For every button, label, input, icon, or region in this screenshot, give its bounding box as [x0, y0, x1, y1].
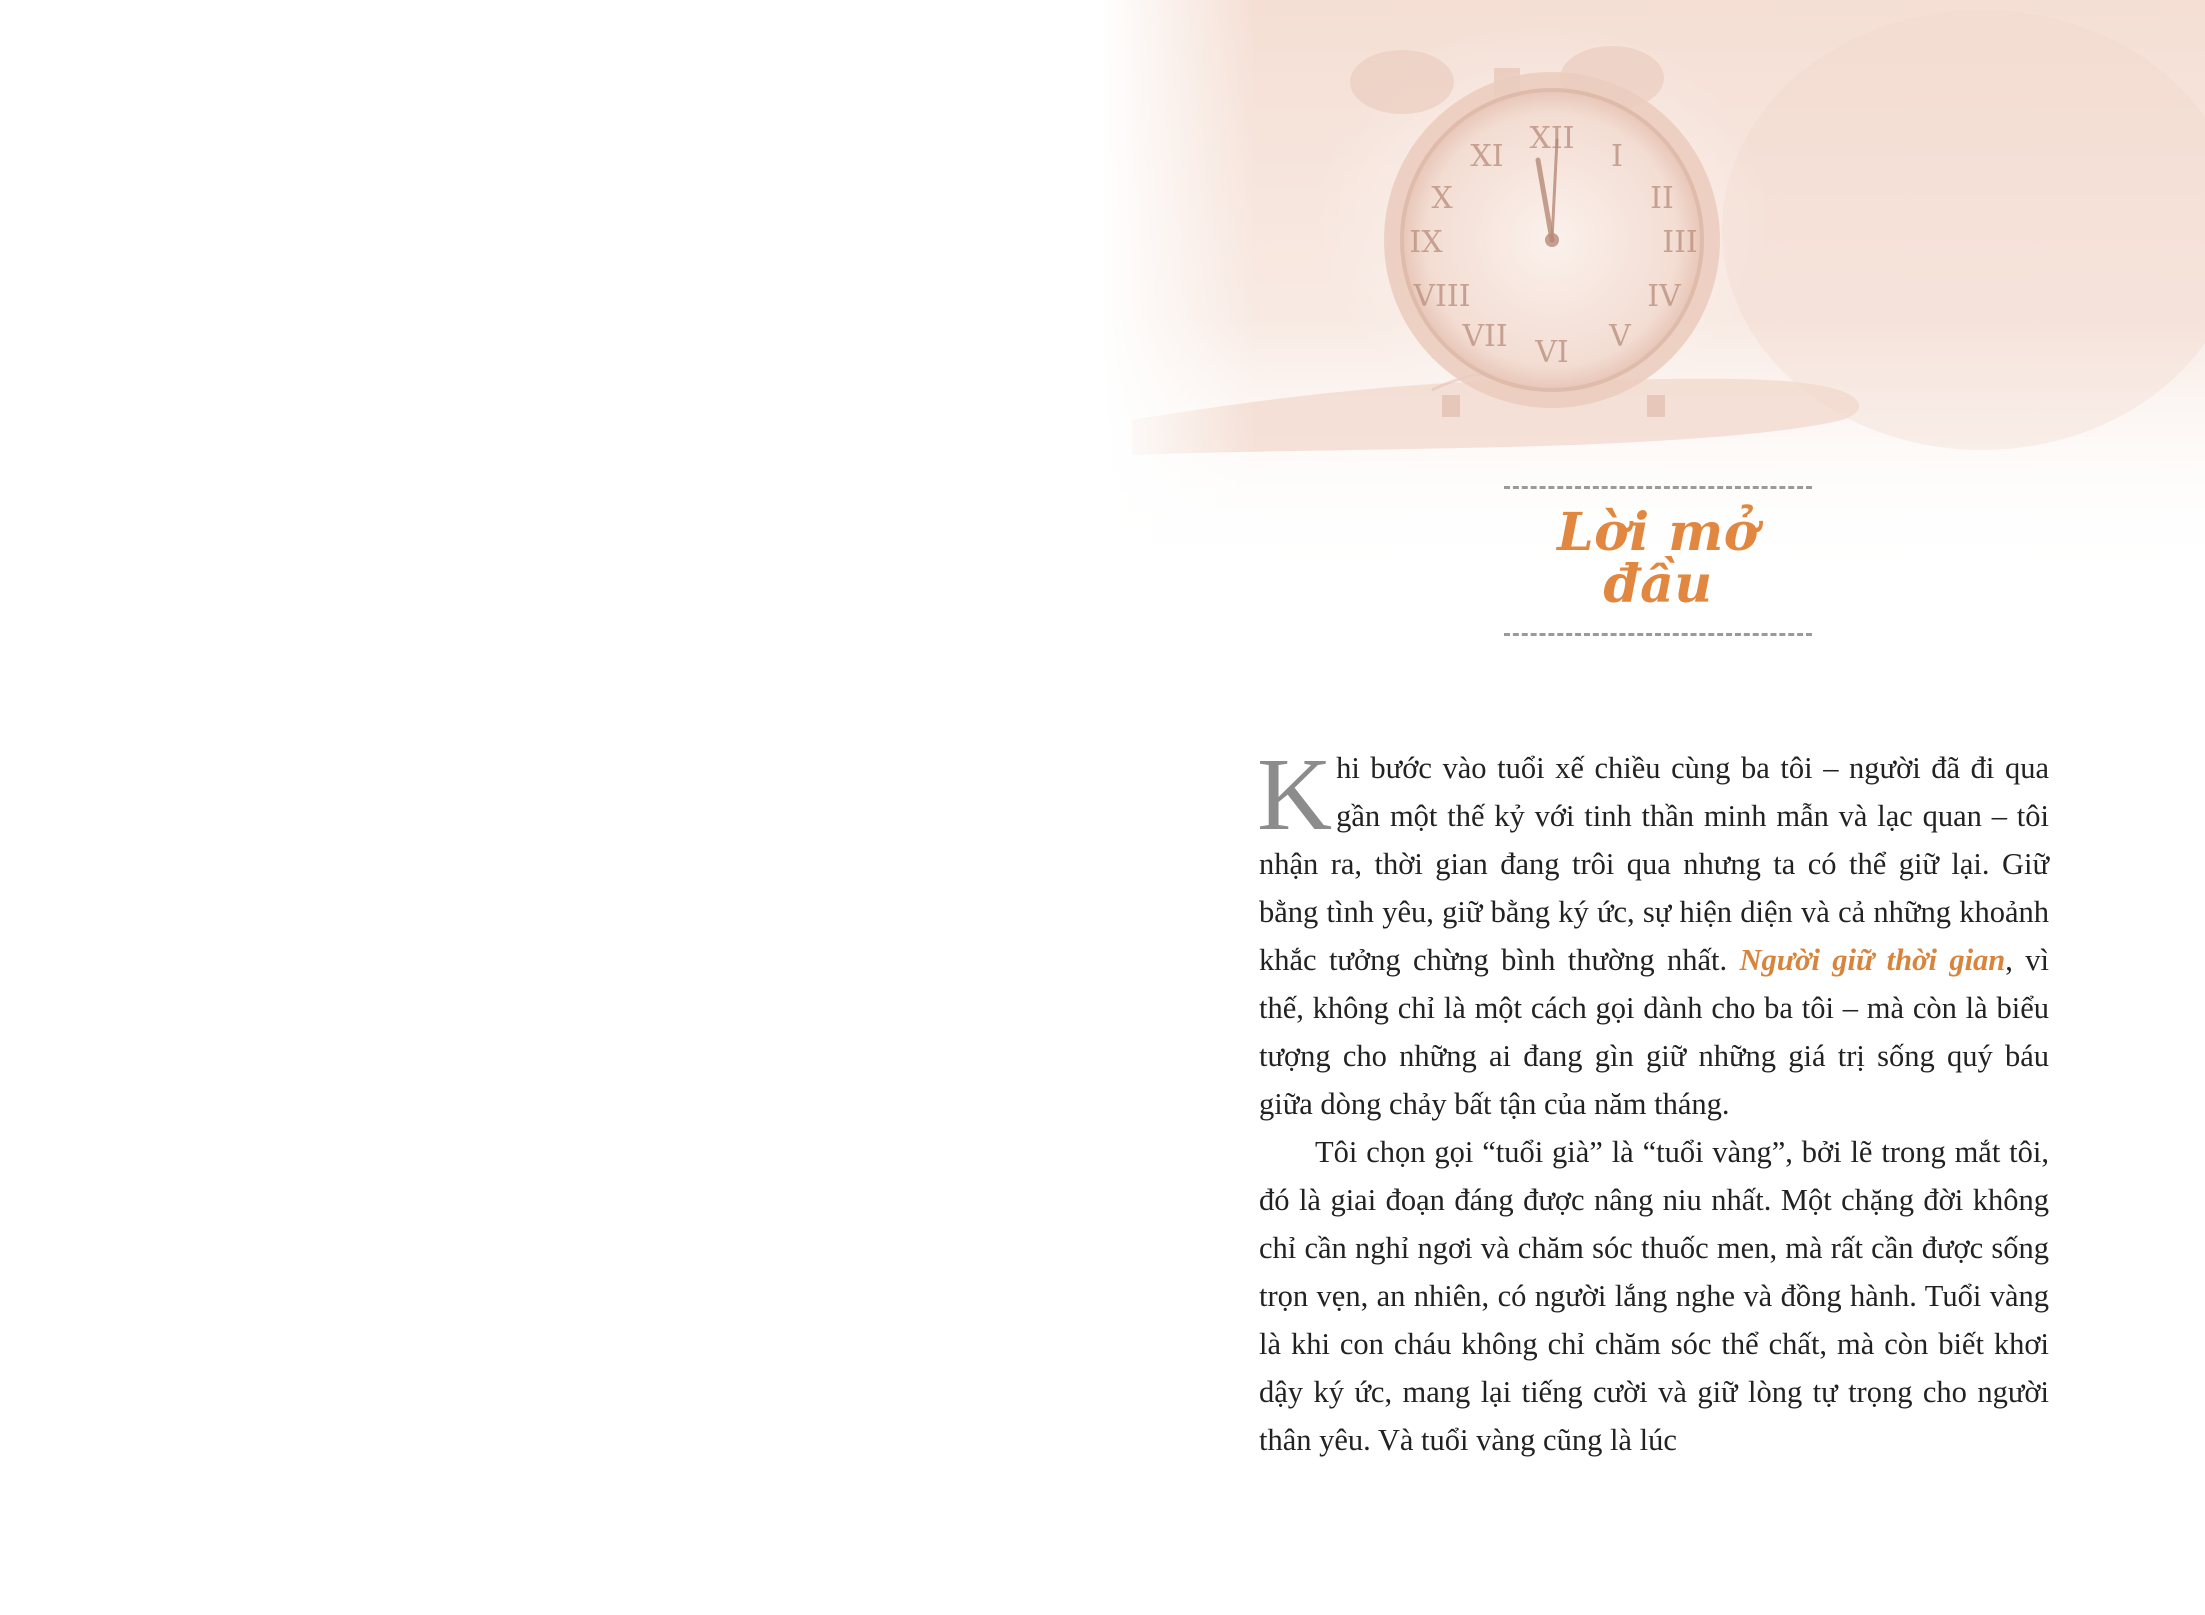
paragraph-1 — [1257, 737, 2049, 1128]
paragraph-2: Tôi chọn gọi “tuổi già” là “tuổi vàng”, bởi lẽ trong mắt tôi, đó là giai đoạn đáng được nâng niu nhất. Một chặng đời không chỉ cần nghỉ ngơi và chăm sóc thuốc men, mà rất cần được sống trọn vẹn, an nhiên, có người lắng nghe và đồng hành. Tuổi vàng là khi con cháu không chỉ chăm sóc thể chất, mà còn biết khơi dậy ký ức, mang lại tiếng cười và giữ lòng tự trọng cho người thân yêu. Và tuổi vàng cũng là lúc — [1259, 1135, 2049, 1457]
right-page — [1102, 0, 2205, 1615]
drop-cap: K — [1257, 737, 1333, 852]
emphasized-book-title: Người giữ thời gian — [1739, 943, 2006, 977]
paragraph-1-text-end: , vì thế, không chỉ là một cách gọi dành cho ba tôi – mà còn là biểu tượng cho những ai đang gìn giữ những giá trị sống quý báu giữa dòng chảy bất tận của năm tháng. — [1259, 943, 2049, 1121]
chapter-title-block — [1500, 486, 1816, 636]
body-text — [1257, 737, 2049, 1464]
left-page-blank — [0, 0, 1102, 1615]
paragraph-1-text-start: hi bước vào tuổi xế chiều cùng ba tôi – người đã đi qua gần một thế kỷ với tinh thần minh mẫn và lạc quan – tôi nhận ra, thời gian đang trôi qua nhưng ta có thể giữ lại. Giữ bằng tình yêu, giữ bằng ký ức, sự hiện diện và cả những khoảnh khắc tưởng chừng bình thường nhất. — [1259, 751, 2049, 977]
title-bottom-dashed-rule — [1504, 633, 1812, 636]
chapter-title: Lời mở đầu — [1557, 502, 1759, 615]
